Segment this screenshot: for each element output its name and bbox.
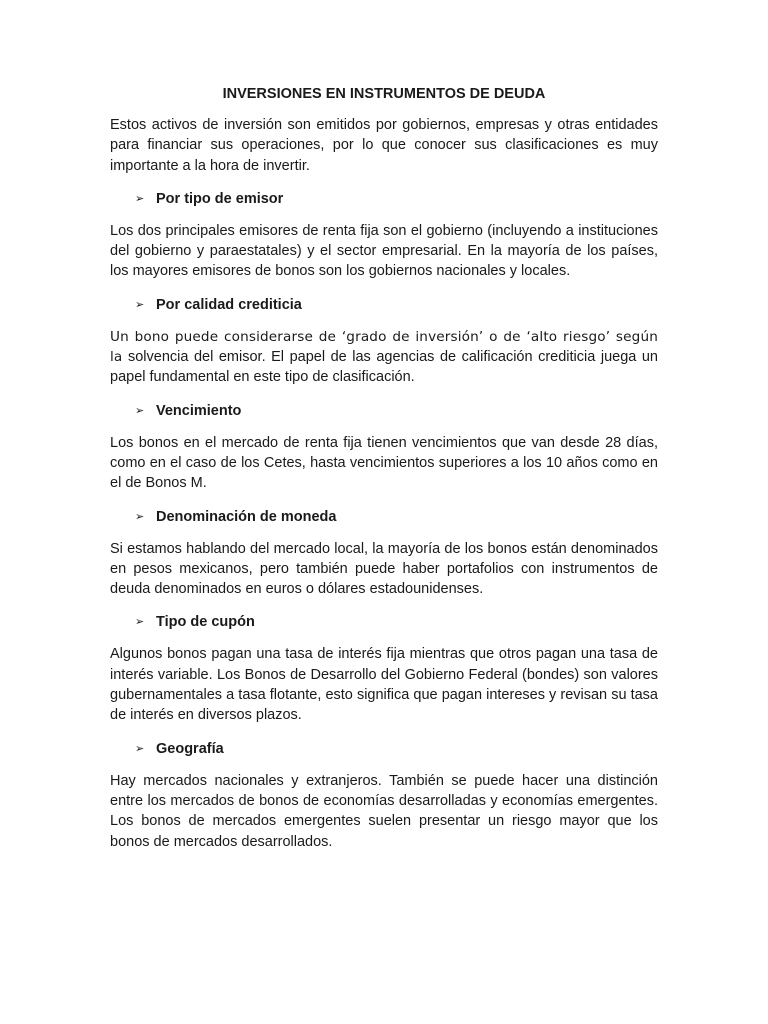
arrowhead-bullet-icon: ➢ [135,615,145,629]
arrowhead-bullet-icon: ➢ [135,191,145,205]
section-body-cupon: Algunos bonos pagan una tasa de interés fija mientras que otros pagan una tasa de interés variable. Los Bonos de Desarrollo del Gobierno Federal (bondes) son valores gubernamentales a tasa flotante, esto significa que pagan intereses y revisan su tasa de interés en diversos plazos. [110,646,658,724]
section-heading-label: Por tipo de emisor [156,190,284,207]
section-body-first-line: Un bono puede considerarse de ‘grado de inversión’ o de ‘alto riesgo’ según la [110,328,658,366]
section-heading-label: Por calidad crediticia [156,296,302,313]
section-heading-label: Denominación de moneda [156,508,337,525]
document-page [110,84,658,865]
arrowhead-bullet-icon: ➢ [135,509,145,523]
section-body-geografia: Hay mercados nacionales y extranjeros. También se puede hacer una distinción entre los mercados de bonos de economías desarrolladas y economías emergentes. Los bonos de mercados emergentes suelen presentar un riesgo mayor que los bonos de mercados desarrollados. [110,772,658,850]
section-heading-label: Vencimiento [156,402,242,419]
section-heading-label: Tipo de cupón [156,614,255,631]
section-heading-vencimiento [110,401,658,421]
arrowhead-bullet-icon: ➢ [135,741,145,755]
section-body-emisor: Los dos principales emisores de renta fija son el gobierno (incluyendo a instituciones del gobierno y paraestatales) y el sector empresarial. En la mayoría de los países, los mayores emisores de bonos son los gobiernos nacionales y locales. [110,222,658,280]
section-body-calidad [110,327,658,388]
document-title: INVERSIONES EN INSTRUMENTOS DE DEUDA [222,86,546,102]
arrowhead-bullet-icon: ➢ [135,403,145,417]
section-body-rest: solvencia del emisor. El papel de las agencias de calificación crediticia juega un papel fundamental en este tipo de clasificación. [110,349,658,386]
section-heading-moneda [110,507,658,527]
section-body-vencimiento: Los bonos en el mercado de renta fija tienen vencimientos que van desde 28 días, como en el caso de los Cetes, hasta vencimientos superiores a los 10 años como en el de Bonos M. [110,434,658,492]
section-heading-geografia [110,739,658,759]
section-body-moneda: Si estamos hablando del mercado local, la mayoría de los bonos están denominados en pesos mexicanos, pero también puede haber portafolios con instrumentos de deuda denominados en euros o dólares estadounidenses. [110,540,658,598]
intro-paragraph: Estos activos de inversión son emitidos por gobiernos, empresas y otras entidades para financiar sus operaciones, por lo que conocer sus clasificaciones es muy importante a la hora de invertir. [110,117,658,174]
section-heading-calidad [110,295,658,315]
section-heading-emisor [110,189,658,209]
section-heading-cupon [110,612,658,632]
section-heading-label: Geografía [156,740,224,757]
arrowhead-bullet-icon: ➢ [135,297,145,311]
